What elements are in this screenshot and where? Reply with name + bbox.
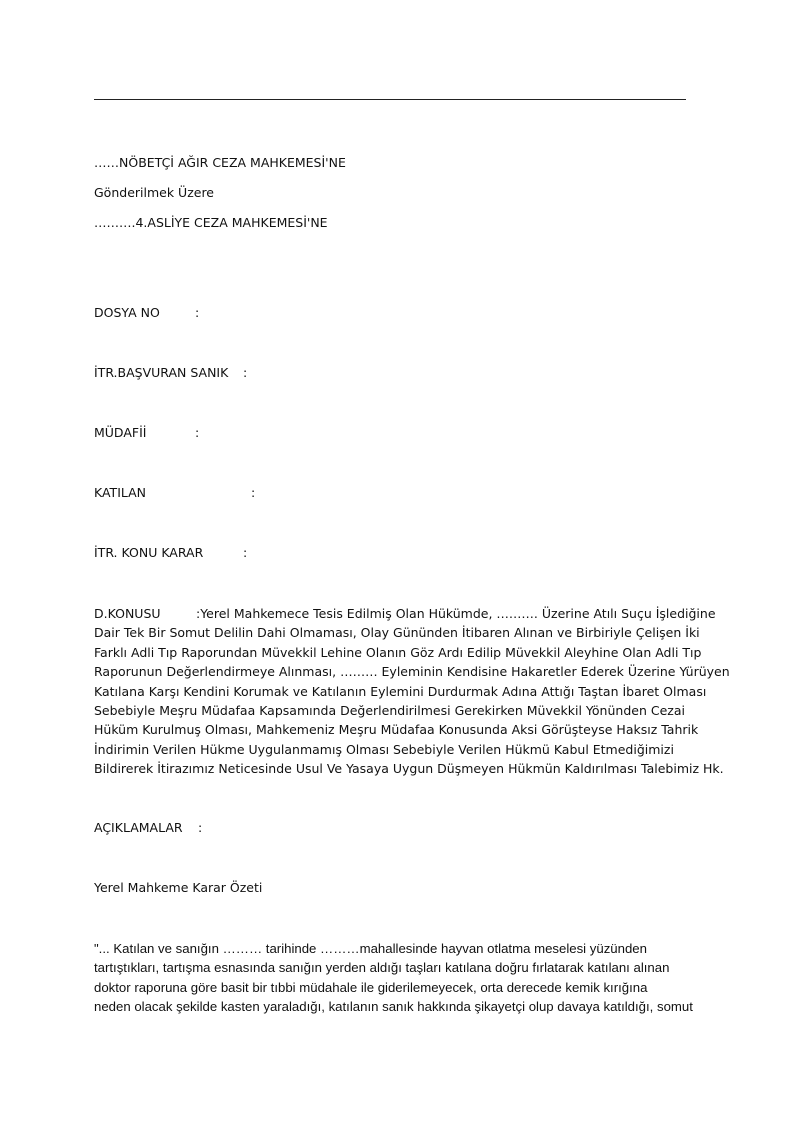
subject-line: Katılana Karşı Kendini Korumak ve Katılanın Eylemini Durdurmak Adına Attığı Taştan İbaret Olması	[94, 683, 707, 699]
subject-line: İndirimin Verilen Hükme Uygulanmamış Olması Sebebiyle Verilen Hükmü Kabul Etmediğimizi	[94, 741, 674, 757]
quote-line: neden olacak şekilde kasten yaraladığı, katılanın sanık hakkında şikayetçi olup davaya katıldığı, somut	[94, 999, 693, 1015]
decision-quote	[94, 939, 706, 1017]
court-primary-heading: ……NÖBETÇİ AĞIR CEZA MAHKEMESİ'NE	[94, 155, 346, 170]
field-konu-karar-colon: :	[243, 545, 248, 560]
subject-line-text: :Yerel Mahkemece Tesis Edilmiş Olan Hükümde, ………. Üzerine Atılı Suçu İşlediğine	[196, 606, 716, 621]
quote-line: tartıştıkları, tartışma esnasında sanığın yerden aldığı taşları katılana doğru fırlatarak katılanı alınan	[94, 960, 670, 976]
decision-summary-heading: Yerel Mahkeme Karar Özeti	[94, 880, 263, 895]
top-divider-line	[94, 99, 686, 100]
subject-line: Sebebiyle Meşru Müdafaa Kapsamında Değerlendirilmesi Gerekirken Müvekkil Yönünden Cezai	[94, 703, 685, 719]
field-katilan-label: KATILAN	[94, 485, 147, 500]
subject-line	[94, 604, 716, 623]
court-secondary-heading: ……….4.ASLİYE CEZA MAHKEMESİ'NE	[94, 215, 328, 230]
field-katilan-colon: :	[251, 485, 256, 500]
subject-label: D.KONUSU	[94, 606, 161, 621]
field-dosya-no-colon: :	[195, 305, 200, 320]
field-basvuran-label: İTR.BAŞVURAN SANIK	[94, 365, 229, 380]
explanations-colon: :	[198, 820, 203, 835]
subject-line: Dair Tek Bir Somut Delilin Dahi Olmaması, Olay Gününden İtibaren Alınan ve Birbiriyle Çelişen İki	[94, 625, 700, 641]
explanations-heading: AÇIKLAMALAR	[94, 820, 183, 835]
subject-line: Raporunun Değerlendirmeye Alınması, ……… Eyleminin Kendisine Hakaretler Ederek Üzerine Yürüyen	[94, 664, 730, 680]
quote-line: "... Katılan ve sanığın ……… tarihinde ………mahallesinde hayvan otlatma meselesi yüzünden	[94, 941, 647, 956]
subject-line: Farklı Adli Tıp Raporundan Müvekkil Lehine Olanın Göz Ardı Edilip Müvekkil Aleyhine Olan Adli Tıp	[94, 644, 702, 660]
forward-note: Gönderilmek Üzere	[94, 185, 215, 200]
field-basvuran-colon: :	[243, 365, 248, 380]
field-mudafi-label: MÜDAFİİ	[94, 425, 147, 440]
subject-line: Bildirerek İtirazımız Neticesinde Usul Ve Yasaya Uygun Düşmeyen Hükmün Kaldırılması Talebimiz Hk.	[94, 761, 724, 777]
field-dosya-no-label: DOSYA NO	[94, 305, 160, 320]
field-mudafi-colon: :	[195, 425, 200, 440]
subject-paragraph	[94, 604, 730, 779]
quote-line: doktor raporuna göre basit bir tıbbi müdahale ile giderilemeyecek, orta derecede kemik kırığına	[94, 979, 648, 995]
subject-line: Hüküm Kurulmuş Olması, Mahkemeniz Meşru Müdafaa Konusunda Aksi Görüşteyse Haksız Tahrik	[94, 722, 699, 738]
field-konu-karar-label: İTR. KONU KARAR	[94, 545, 204, 560]
